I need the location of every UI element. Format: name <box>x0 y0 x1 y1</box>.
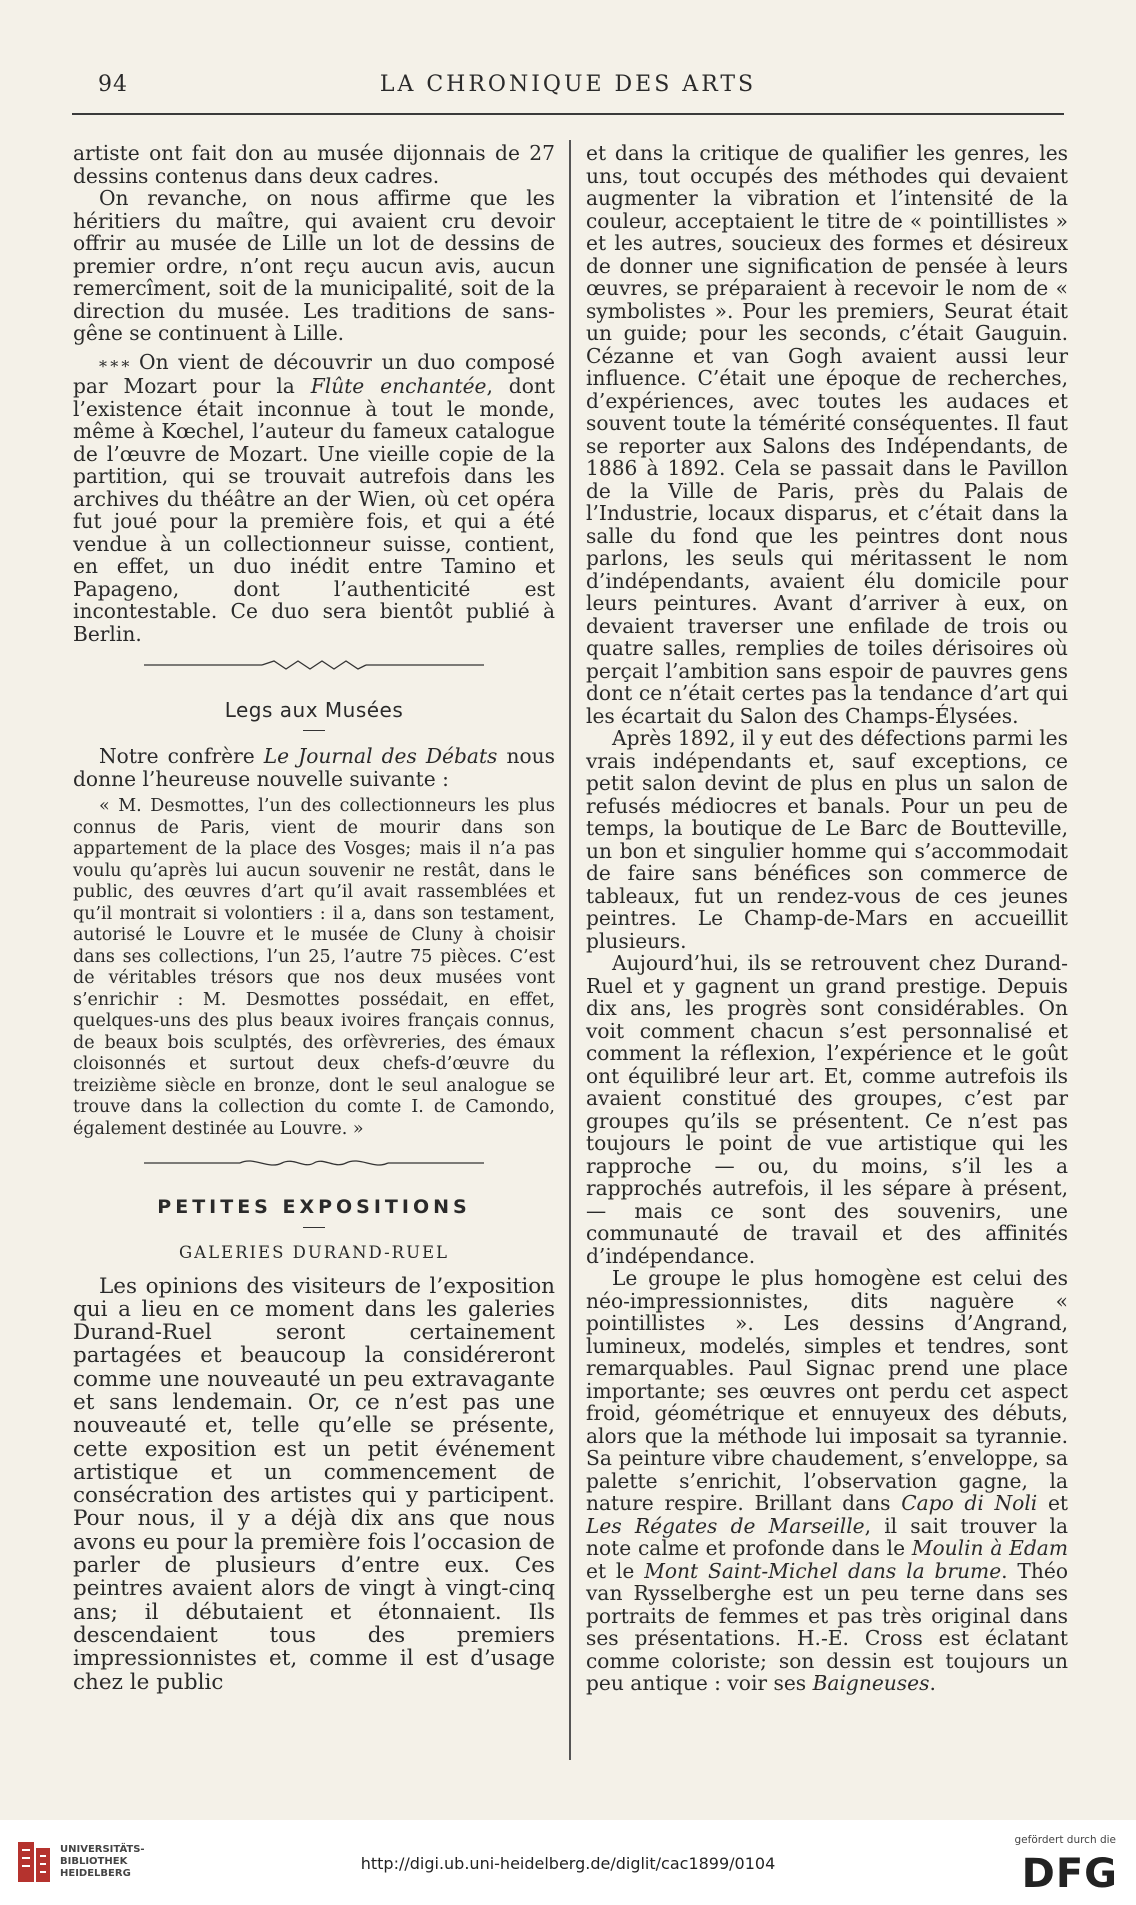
paragraph: Notre confrère Le Journal des Débats nous donne l’heureuse nouvelle suivante : <box>73 744 555 791</box>
dfg-logo: DFG <box>1021 1851 1118 1897</box>
title-dash <box>303 730 325 732</box>
left-column <box>73 142 555 1694</box>
paragraph: Les opinions des visiteurs de l’exposition qui a lieu en ce moment dans les galeries Durand-Ruel seront certainement partagées et beaucoup la considéreront comme une nouveauté un peu extravagante et sans lendemain. Or, ce n’est pas une nouveauté et, telle qu’elle se présente, cette exposition est un petit événement artistique et un commencement de consécration des artistes qui y participent. Pour nous, il y a déjà dix ans que nous avons eu pour la première fois l’occasion de parler de plusieurs d’entre eux. Ces peintres avaient alors de vingt à vingt-cinq ans; il débutaient et étonnaient. Ils descendaient tous des premiers impressionnistes et, comme il est d’usage chez le public <box>73 1273 555 1695</box>
running-title: LA CHRONIQUE DES ARTS <box>379 72 757 97</box>
ornament-divider <box>144 1156 484 1170</box>
right-column <box>586 142 1068 1695</box>
digitization-footer <box>0 1820 1136 1905</box>
artwork-title: Mont Saint-Michel dans la brume <box>644 1558 1002 1583</box>
section-title-legs: Legs aux Musées <box>224 698 404 722</box>
artwork-title: Moulin à Edam <box>911 1536 1068 1560</box>
library-name: UNIVERSITÄTS- BIBLIOTHEK HEIDELBERG <box>60 1844 145 1879</box>
newspaper-title: Le Journal des Débats <box>263 744 498 768</box>
artwork-title: Capo di Noli <box>901 1491 1038 1515</box>
source-url-link[interactable]: http://digi.ub.uni-heidelberg.de/diglit/cac1899/0104 <box>360 1854 776 1873</box>
section-title-expositions: PETITES EXPOSITIONS <box>157 1196 471 1218</box>
page-number: 94 <box>98 72 128 97</box>
funding-note: gefördert durch die <box>1014 1834 1116 1846</box>
paragraph: Après 1892, il y eut des défections parmi les vrais indépendants et, sauf exceptions, ce petit salon devint de plus en plus un salon de refusés médiocres et banals. Pour un peu de temps, la boutique de Le Barc de Boutteville, un bon et singulier homme qui s’accommodait de faire sans bénéfices son commerce de tableaux, fut un rendez-vous de ces jeunes peintres. Le Champ-de-Mars en accueillit plusieurs. <box>586 726 1068 953</box>
title-dash <box>303 1227 325 1229</box>
subsection-title: GALERIES DURAND-RUEL <box>179 1243 449 1262</box>
header-rule <box>72 113 1064 115</box>
column-divider <box>569 140 571 1760</box>
paragraph-neo-impressionists: Le groupe le plus homogène est celui des néo-impressionnistes, dits naguère « pointillistes ». Les dessins d’Angrand, lumineux, modelés, simples et tendres, sont remarquables. Paul Signac prend une place importante; ses œuvres ont perdu cet aspect froid, géométrique et ennuyeux des débuts, alors que la méthode lui imposait sa tyrannie. Sa peinture vibre chaudement, s’enveloppe, sa palette s’enrichit, l’observation gagne, la nature respire. Brillant dans Capo di Noli et Les Régates de Marseille, il sait trouver la note calme et profonde dans le Moulin à Edam et le Mont Saint-Michel dans la brume. Théo van Rysselberghe est un peu terne dans ses portraits de femmes et pas très original dans ses présentations. H.-E. Cross est éclatant comme coloriste; son dessin est toujours un peu antique : voir ses Baigneuses. <box>586 1266 1069 1695</box>
work-title: Flûte enchantée <box>310 374 487 398</box>
ornament-divider <box>144 659 484 671</box>
asterism: * * * <box>99 356 130 376</box>
artwork-title: Baigneuses <box>812 1671 930 1695</box>
artwork-title: Les Régates de Marseille <box>586 1513 865 1538</box>
page-header <box>72 72 1064 108</box>
paragraph: artiste ont fait don au musée dijonnais de 27 dessins contenus dans deux cadres. <box>73 141 555 188</box>
paragraph: Aujourd’hui, ils se retrouvent chez Durand-Ruel et y gagnent un grand prestige. Depuis dix ans, les progrès sont considérables. On voit comment chacun s’est personnalisé et comment la réflexion, l’expérience et le goût ont équilibré leur art. Et, comme autrefois ils avaient constitué des groupes, c’est par groupes qu’ils se présentent. Ce n’est pas toujours le point de vue artistique qui les rapproche — ou, du moins, s’il les a rapprochés autrefois, il les sépare à présent, — mais ce sont des souvenirs, une communauté de travail et des affinités d’indépendance. <box>586 951 1068 1268</box>
quotation: « M. Desmottes, l’un des collectionneurs les plus connus de Paris, vient de mourir dans son appartement de la place des Vosges; mais il n’a pas voulu qu’après lui aucun souvenir ne restât, dans le public, des œuvres d’art qu’il avait rassemblées et qu’il montrait si volontiers : il a, dans son testament, autorisé le Louvre et le musée de Cluny à choisir dans ses collections, l’un 25, l’autre 75 pièces. C’est de véritables trésors que nos deux musées vont s’enrichir : M. Desmottes possédait, en effet, quelques-uns des plus beaux ivoires français connus, de beaux bois sculptés, des orfèvreries, des émaux cloisonnés et surtout deux chefs-d’œuvre du treizième siècle en bronze, dont le seul analogue se trouve dans la collection du comte I. de Camondo, également destinée au Louvre. » <box>73 796 555 1139</box>
paragraph: On revanche, on nous affirme que les héritiers du maître, qui avaient cru devoir offrir au musée de Lille un lot de dessins de premier ordre, n’ont reçu aucun avis, aucun remercîment, soit de la municipalité, soit de la direction du musée. Les traditions de sans-gêne se continuent à Lille. <box>73 186 555 345</box>
paragraph-mozart: * * * On vient de découvrir un duo composé par Mozart pour la Flûte enchantée, dont l’existence était inconnue à tout le monde, même à Kœchel, l’auteur du fameux catalogue de l’œuvre de Mozart. Une vieille copie de la partition, qui se trouvait autrefois dans les archives du théâtre an der Wien, où cet opéra fut joué pour la première fois, et qui a été vendue à un collectionneur suisse, contient, en effet, un duo inédit entre Tamino et Papageno, dont l’authenticité est incontestable. Ce duo sera bientôt publié à Berlin. <box>73 349 555 646</box>
paragraph: et dans la critique de qualifier les genres, les uns, tout occupés des méthodes qui devaient augmenter la vibration et l’intensité de la couleur, acceptaient le titre de « pointillistes » et les autres, soucieux des formes et désireux de donner une signification de pensée à leurs œuvres, se préparaient à recevoir le nom de « symbolistes ». Pour les premiers, Seurat était un guide; pour les seconds, c’était Gauguin. Cézanne et van Gogh avaient aussi leur influence. C’était une époque de recherches, d’expériences, avec toutes les audaces et souvent toute la témérité conséquentes. Il faut se reporter aux Salons des Indépendants, de 1886 à 1892. Cela se passait dans le Pavillon de la Ville de Paris, près du Palais de l’Industrie, locaux disparus, et c’était dans la salle du fond que les peintres dont nous parlons, les seuls qui méritassent le nom d’indépendants, avaient élu domicile pour leurs peintures. Avant d’arriver à eux, on devaient traverser une enfilade de trois ou quatre salles, remplies de toiles dérisoires où perçait l’ambition sans espoir de pauvres gens dont ce n’était certes pas la tendance d’art qui les écartait du Salon des Champs-Élysées. <box>586 141 1068 728</box>
